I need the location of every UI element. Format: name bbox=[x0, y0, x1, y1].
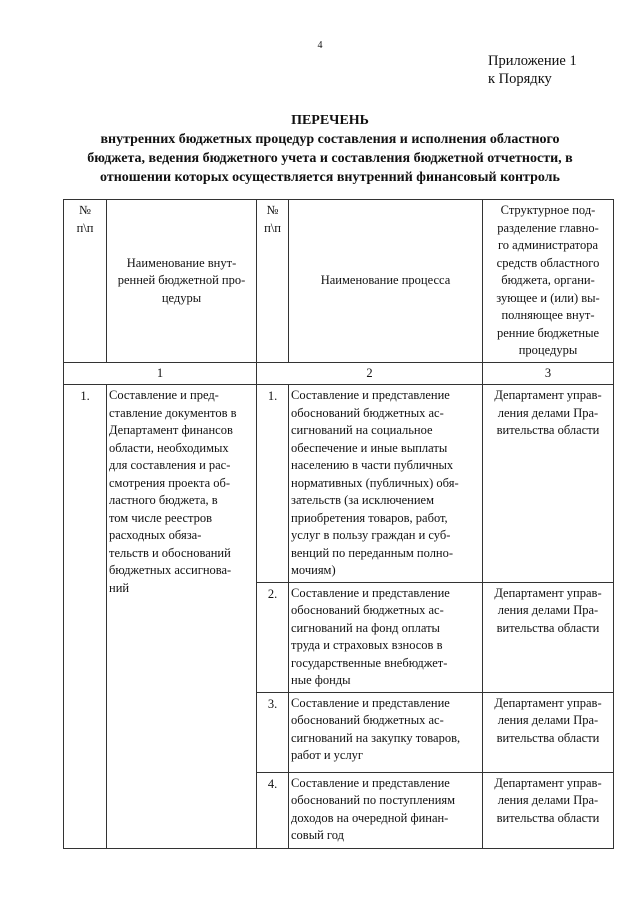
process-unit: Департамент управ- ления делами Пра- вительства области bbox=[483, 692, 614, 772]
process-name: Составление и представление обоснований бюджетных ас- сигнований на фонд оплаты труда и страховых взносов в государственные внебюджет- ные фонды bbox=[289, 582, 483, 692]
appendix-note bbox=[488, 52, 577, 88]
process-unit: Департамент управ- ления делами Пра- вительства области bbox=[483, 772, 614, 848]
header-procedure-name: Наименование внут- ренней бюджетной про- цедуры bbox=[107, 200, 257, 363]
heading-line-2: бюджета, ведения бюджетного учета и составления бюджетной отчетности, в bbox=[87, 151, 573, 166]
appendix-line-2: к Порядку bbox=[488, 71, 552, 87]
table-header-row bbox=[64, 200, 614, 363]
process-number: 4. bbox=[257, 772, 289, 848]
process-name: Составление и представление обоснований по поступлениям доходов на очередной финан- совый год bbox=[289, 772, 483, 848]
procedure-name: Составление и пред- ставление документов в Департамент финансов области, необходимых для составления и рас- смотрения проекта об- ластного бюджета, в том числе реестров расходных обяза- тельств и обоснований бюджетных ассигнова- ний bbox=[107, 385, 257, 849]
column-number-3: 3 bbox=[483, 362, 614, 385]
process-name: Составление и представление обоснований бюджетных ас- сигнований на закупку товаров, работ и услуг bbox=[289, 692, 483, 772]
header-num-1: № п\п bbox=[64, 200, 107, 363]
column-number-1: 1 bbox=[64, 362, 257, 385]
table-row bbox=[64, 385, 614, 583]
header-process-name: Наименование процесса bbox=[289, 200, 483, 363]
procedures-table bbox=[63, 199, 614, 849]
header-structural-unit: Структурное под- разделение главно- го администратора средств областного бюджета, органи- зующее и (или) вы- полняющее внут- ренние бюджетные процедуры bbox=[483, 200, 614, 363]
column-number-2: 2 bbox=[257, 362, 483, 385]
page-number: 4 bbox=[317, 40, 323, 51]
procedure-number: 1. bbox=[64, 385, 107, 849]
appendix-line-1: Приложение 1 bbox=[488, 53, 577, 69]
process-unit: Департамент управ- ления делами Пра- вительства области bbox=[483, 582, 614, 692]
process-unit: Департамент управ- ления делами Пра- вительства области bbox=[483, 385, 614, 583]
process-name: Составление и представление обоснований бюджетных ас- сигнований на социальное обеспечение и иные выплаты населению в части публичных нормативных (публичных) обя- зательств (за исключением приобретения товаров, работ, услуг в пользу граждан и суб- венций по переданным полно- мочиям) bbox=[289, 385, 483, 583]
column-numbers-row bbox=[64, 362, 614, 385]
heading-line-3: отношении которых осуществляется внутренний финансовый контроль bbox=[100, 170, 560, 185]
process-number: 2. bbox=[257, 582, 289, 692]
document-heading bbox=[60, 111, 600, 187]
process-number: 1. bbox=[257, 385, 289, 583]
heading-line-1: внутренних бюджетных процедур составления и исполнения областного bbox=[100, 132, 560, 147]
document-title: ПЕРЕЧЕНЬ bbox=[291, 113, 369, 128]
header-num-2: № п\п bbox=[257, 200, 289, 363]
process-number: 3. bbox=[257, 692, 289, 772]
